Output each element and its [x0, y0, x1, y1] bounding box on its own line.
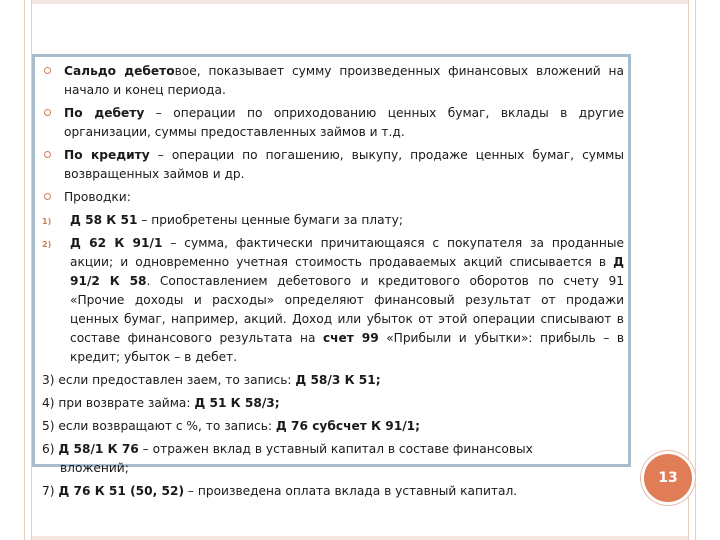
list-item — [42, 62, 624, 100]
entry-lead: 7) — [42, 484, 59, 498]
right-decor-line — [688, 0, 689, 540]
entry-line — [42, 371, 624, 390]
number-marker: 2) — [42, 240, 52, 249]
left-decor-line — [24, 0, 25, 540]
bullet-circle-icon — [44, 151, 51, 158]
entry-bold: Д 58/3 К 51; — [295, 373, 381, 387]
entry-bold: Д 76 К 51 (50, 52) — [58, 484, 185, 498]
entry-line — [42, 440, 624, 478]
top-decor-bar — [32, 0, 688, 4]
entry-line — [42, 482, 624, 501]
entry-line — [42, 394, 624, 413]
entry-bold: Д 58 К 51 — [70, 213, 138, 227]
entry-lead: 3) если предоставлен заем, то запись: — [42, 373, 296, 387]
term-bold: По кредиту — [64, 148, 150, 162]
bullet-circle-icon — [44, 193, 51, 200]
entry-bold: счет 99 — [322, 331, 379, 345]
item-text: – операции по оприходованию ценных бумаг, вклады в другие организации, суммы предоставленных займов и т.д. — [64, 106, 624, 139]
entry-text: «Прибыли и убытки»: прибыль – в кредит; убыток – в дебет. — [70, 331, 625, 364]
numbered-item — [42, 211, 624, 230]
entry-lead: 6) — [42, 442, 59, 456]
entry-bold: Д 91/2 К 58 — [70, 255, 624, 288]
entry-continuation: вложений; — [60, 461, 129, 475]
right-decor-line-2 — [695, 0, 696, 540]
term-bold: Сальдо дебето — [64, 64, 175, 78]
bullet-circle-icon — [44, 109, 51, 116]
entry-lead: 5) если возвращают с %, то запись: — [42, 419, 276, 433]
item-text: – операции по погашению, выкупу, продаже ценных бумаг, суммы возвращенных займов и др. — [64, 148, 625, 181]
slide-content — [42, 62, 624, 505]
bottom-decor-bar — [32, 536, 688, 540]
list-item — [42, 146, 624, 184]
page-number-badge: 13 — [641, 451, 695, 505]
entry-bold: Д 76 субсчет К 91/1; — [275, 419, 421, 433]
entry-lead: 4) при возврате займа: — [42, 396, 195, 410]
entry-bold: Д 51 К 58/3; — [194, 396, 280, 410]
item-text: Проводки: — [64, 190, 131, 204]
entry-text: . Сопоставлением дебетового и кредитового оборотов по счету 91 «Прочие доходы и расходы» определяют финансовый результат от продажи ценных бумаг, например, акций. Доход или убыток от этой операции списывают в составе финансового результата на — [70, 274, 624, 345]
entry-bold: Д 58/1 К 76 — [58, 442, 139, 456]
entry-bold: Д 62 К 91/1 — [70, 236, 163, 250]
entry-tail: – отражен вклад в уставный капитал в составе финансовых — [138, 442, 533, 456]
number-marker: 1) — [42, 217, 52, 226]
item-text: вое, показывает сумму произведенных финансовых вложений на начало и конец периода. — [64, 64, 624, 97]
list-item — [42, 104, 624, 142]
term-bold: По дебету — [64, 106, 145, 120]
entry-tail: – произведена оплата вклада в уставный капитал. — [184, 484, 518, 498]
entry-line — [42, 417, 624, 436]
bullet-circle-icon — [44, 67, 51, 74]
entry-text: – приобретены ценные бумаги за плату; — [137, 213, 403, 227]
list-item — [42, 188, 624, 207]
entry-text: – сумма, фактически причитающаяся с покупателя за проданные акции; и одновременно учетная стоимость продаваемых акций списывается в — [70, 236, 624, 269]
numbered-item — [42, 234, 624, 367]
